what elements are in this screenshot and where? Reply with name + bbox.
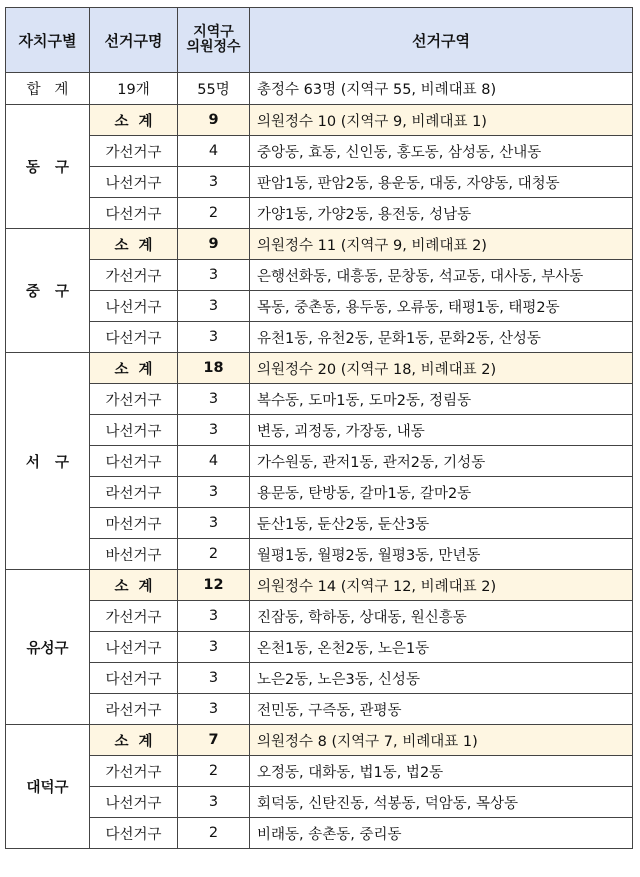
constituency-seats: 3 bbox=[178, 260, 250, 291]
header-seats-line2: 의원정수 bbox=[186, 39, 241, 55]
table-row bbox=[6, 322, 633, 353]
constituency-name: 나선거구 bbox=[90, 787, 178, 818]
table-row bbox=[6, 415, 633, 446]
constituency-name: 가선거구 bbox=[90, 756, 178, 787]
constituency-seats: 3 bbox=[178, 663, 250, 694]
constituency-area: 판암1동, 판암2동, 용운동, 대동, 자양동, 대청동 bbox=[250, 167, 633, 198]
subtotal-label: 소 계 bbox=[90, 570, 178, 601]
subtotal-seats: 9 bbox=[178, 229, 250, 260]
subtotal-desc: 의원정수 14 (지역구 12, 비례대표 2) bbox=[250, 570, 633, 601]
constituency-area: 가수원동, 관저1동, 관저2동, 기성동 bbox=[250, 446, 633, 477]
constituency-area: 오정동, 대화동, 법1동, 법2동 bbox=[250, 756, 633, 787]
table-row bbox=[6, 508, 633, 539]
constituency-name: 가선거구 bbox=[90, 601, 178, 632]
district-name: 대덕구 bbox=[6, 725, 90, 849]
subtotal-seats: 18 bbox=[178, 353, 250, 384]
total-label: 합 계 bbox=[6, 73, 90, 105]
total-row bbox=[6, 73, 633, 105]
subtotal-seats: 7 bbox=[178, 725, 250, 756]
constituency-seats: 3 bbox=[178, 322, 250, 353]
district-name: 중 구 bbox=[6, 229, 90, 353]
constituency-seats: 2 bbox=[178, 539, 250, 570]
constituency-name: 다선거구 bbox=[90, 446, 178, 477]
subtotal-desc: 의원정수 10 (지역구 9, 비례대표 1) bbox=[250, 105, 633, 136]
header-area: 선거구역 bbox=[250, 8, 633, 73]
subtotal-desc: 의원정수 11 (지역구 9, 비례대표 2) bbox=[250, 229, 633, 260]
constituency-name: 나선거구 bbox=[90, 632, 178, 663]
constituency-area: 비래동, 송촌동, 중리동 bbox=[250, 818, 633, 849]
constituency-area: 중앙동, 효동, 신인동, 홍도동, 삼성동, 산내동 bbox=[250, 136, 633, 167]
subtotal-row bbox=[6, 229, 633, 260]
table-row bbox=[6, 632, 633, 663]
constituency-seats: 3 bbox=[178, 415, 250, 446]
total-desc: 총정수 63명 (지역구 55, 비례대표 8) bbox=[250, 73, 633, 105]
constituency-seats: 2 bbox=[178, 198, 250, 229]
constituency-seats: 3 bbox=[178, 508, 250, 539]
constituency-name: 라선거구 bbox=[90, 477, 178, 508]
constituency-name: 나선거구 bbox=[90, 291, 178, 322]
constituency-seats: 3 bbox=[178, 291, 250, 322]
subtotal-row bbox=[6, 570, 633, 601]
constituency-seats: 3 bbox=[178, 601, 250, 632]
table-row bbox=[6, 136, 633, 167]
header-row bbox=[6, 8, 633, 73]
constituency-seats: 4 bbox=[178, 136, 250, 167]
constituency-name: 다선거구 bbox=[90, 818, 178, 849]
subtotal-seats: 9 bbox=[178, 105, 250, 136]
constituency-area: 은행선화동, 대흥동, 문창동, 석교동, 대사동, 부사동 bbox=[250, 260, 633, 291]
constituency-area: 월평1동, 월평2동, 월평3동, 만년동 bbox=[250, 539, 633, 570]
constituency-area: 노은2동, 노은3동, 신성동 bbox=[250, 663, 633, 694]
total-seats: 55명 bbox=[178, 73, 250, 105]
header-seats-line1: 지역구 bbox=[193, 24, 234, 40]
table-row bbox=[6, 477, 633, 508]
subtotal-desc: 의원정수 8 (지역구 7, 비례대표 1) bbox=[250, 725, 633, 756]
constituency-seats: 2 bbox=[178, 818, 250, 849]
subtotal-label: 소 계 bbox=[90, 229, 178, 260]
constituency-area: 복수동, 도마1동, 도마2동, 정림동 bbox=[250, 384, 633, 415]
election-district-table bbox=[5, 7, 633, 849]
district-name: 유성구 bbox=[6, 570, 90, 725]
constituency-area: 가양1동, 가양2동, 용전동, 성남동 bbox=[250, 198, 633, 229]
district-name: 동 구 bbox=[6, 105, 90, 229]
constituency-seats: 3 bbox=[178, 167, 250, 198]
total-districts: 19개 bbox=[90, 73, 178, 105]
table-row bbox=[6, 601, 633, 632]
constituency-name: 라선거구 bbox=[90, 694, 178, 725]
subtotal-label: 소 계 bbox=[90, 725, 178, 756]
table-row bbox=[6, 291, 633, 322]
table-row bbox=[6, 167, 633, 198]
constituency-area: 전민동, 구즉동, 관평동 bbox=[250, 694, 633, 725]
table-row bbox=[6, 539, 633, 570]
constituency-name: 다선거구 bbox=[90, 663, 178, 694]
table-row bbox=[6, 384, 633, 415]
constituency-area: 온천1동, 온천2동, 노은1동 bbox=[250, 632, 633, 663]
table-row bbox=[6, 663, 633, 694]
district-name: 서 구 bbox=[6, 353, 90, 570]
header-district: 자치구별 bbox=[6, 8, 90, 73]
constituency-seats: 2 bbox=[178, 756, 250, 787]
subtotal-row bbox=[6, 105, 633, 136]
constituency-name: 나선거구 bbox=[90, 415, 178, 446]
constituency-name: 다선거구 bbox=[90, 322, 178, 353]
constituency-area: 변동, 괴정동, 가장동, 내동 bbox=[250, 415, 633, 446]
constituency-name: 가선거구 bbox=[90, 136, 178, 167]
constituency-seats: 3 bbox=[178, 632, 250, 663]
constituency-name: 가선거구 bbox=[90, 384, 178, 415]
constituency-name: 가선거구 bbox=[90, 260, 178, 291]
subtotal-row bbox=[6, 725, 633, 756]
constituency-seats: 4 bbox=[178, 446, 250, 477]
constituency-seats: 3 bbox=[178, 477, 250, 508]
header-constituency: 선거구명 bbox=[90, 8, 178, 73]
constituency-area: 용문동, 탄방동, 갈마1동, 갈마2동 bbox=[250, 477, 633, 508]
subtotal-row bbox=[6, 353, 633, 384]
subtotal-seats: 12 bbox=[178, 570, 250, 601]
table-row bbox=[6, 787, 633, 818]
constituency-area: 둔산1동, 둔산2동, 둔산3동 bbox=[250, 508, 633, 539]
table-row bbox=[6, 756, 633, 787]
constituency-area: 진잠동, 학하동, 상대동, 원신흥동 bbox=[250, 601, 633, 632]
table-row bbox=[6, 260, 633, 291]
constituency-name: 마선거구 bbox=[90, 508, 178, 539]
constituency-name: 바선거구 bbox=[90, 539, 178, 570]
header-seats bbox=[178, 8, 250, 73]
constituency-area: 회덕동, 신탄진동, 석봉동, 덕암동, 목상동 bbox=[250, 787, 633, 818]
constituency-seats: 3 bbox=[178, 787, 250, 818]
constituency-area: 유천1동, 유천2동, 문화1동, 문화2동, 산성동 bbox=[250, 322, 633, 353]
subtotal-desc: 의원정수 20 (지역구 18, 비례대표 2) bbox=[250, 353, 633, 384]
constituency-seats: 3 bbox=[178, 694, 250, 725]
constituency-name: 다선거구 bbox=[90, 198, 178, 229]
constituency-name: 나선거구 bbox=[90, 167, 178, 198]
subtotal-label: 소 계 bbox=[90, 353, 178, 384]
constituency-seats: 3 bbox=[178, 384, 250, 415]
constituency-area: 목동, 중촌동, 용두동, 오류동, 태평1동, 태평2동 bbox=[250, 291, 633, 322]
table-row bbox=[6, 694, 633, 725]
table-row bbox=[6, 198, 633, 229]
table-row bbox=[6, 818, 633, 849]
subtotal-label: 소 계 bbox=[90, 105, 178, 136]
table-row bbox=[6, 446, 633, 477]
